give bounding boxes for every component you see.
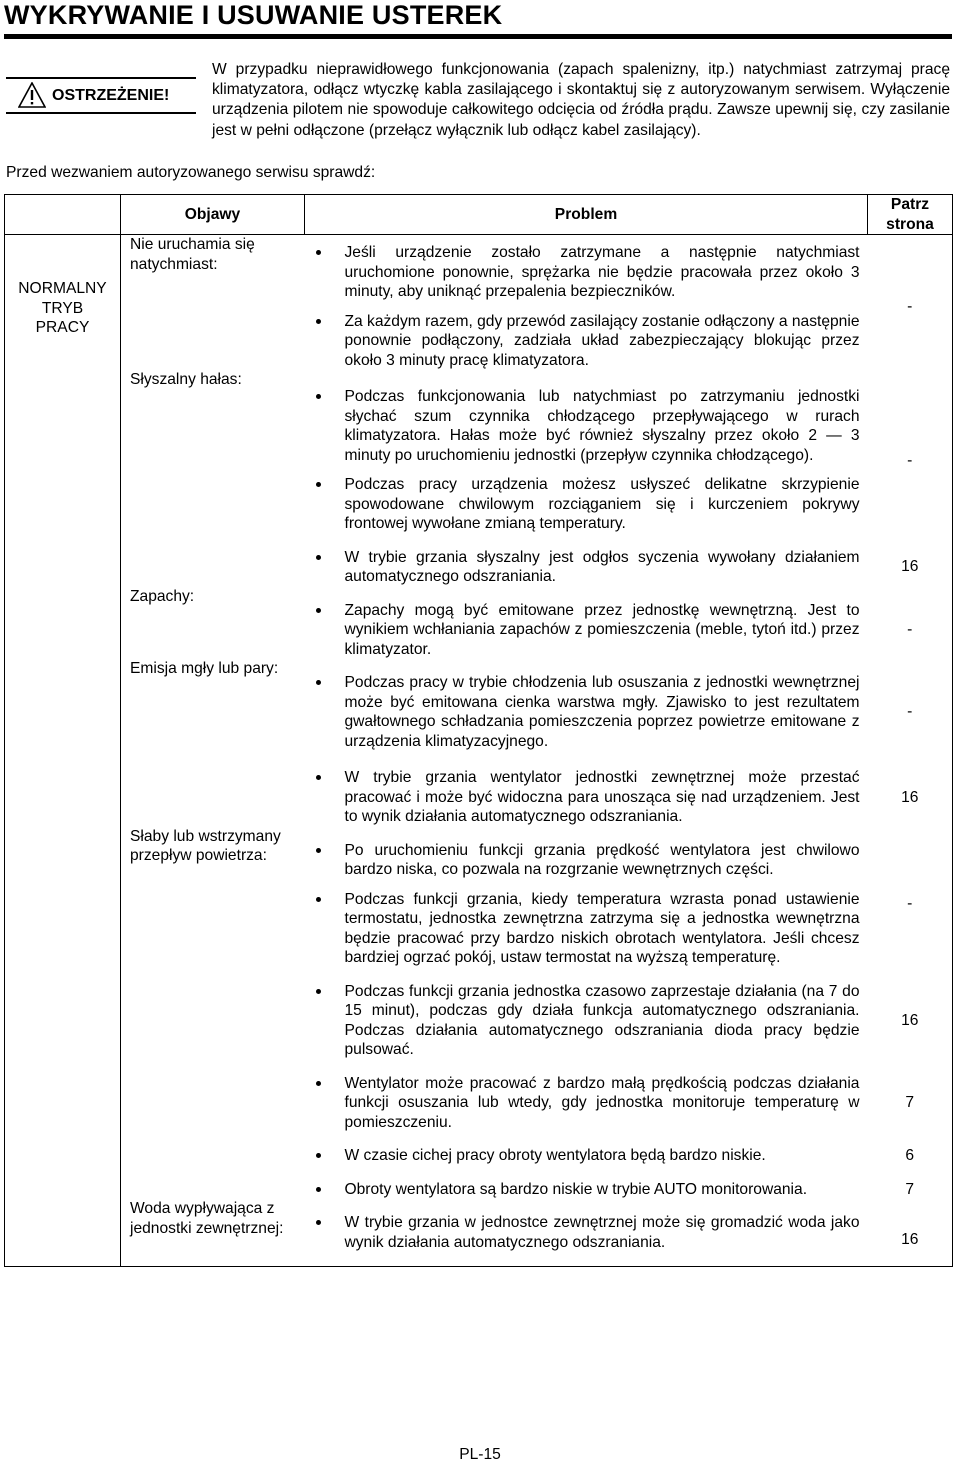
problem-text: Jeśli urządzenie zostało zatrzymane a następnie natychmiast uruchomione ponownie, sprężarka nie będzie pracowała przez około 3 minuty, aby uniknąć przepalenia bezpieczników.	[344, 244, 860, 300]
intro-text: Przed wezwaniem autoryzowanego serwisu sprawdź:	[6, 164, 376, 181]
page-ref: -	[907, 621, 913, 638]
mode-cell	[5, 235, 121, 1267]
bullet-icon	[316, 1220, 321, 1225]
symptom-cell	[121, 1166, 305, 1200]
page-ref: -	[907, 451, 913, 469]
symptom-label: Woda wypływająca z jednostki zewnętrznej:	[130, 1200, 284, 1237]
page-ref-cell	[868, 751, 953, 827]
table-row	[5, 1166, 953, 1200]
problem-cell	[305, 751, 868, 827]
page-ref: 16	[901, 558, 919, 576]
symptom-cell	[121, 751, 305, 827]
bullet-icon	[316, 848, 321, 853]
problem-item	[305, 1146, 868, 1166]
symptom-label: Słyszalny hałas:	[130, 371, 242, 388]
problem-text: Podczas pracy w trybie chłodzenia lub osuszania z jednostki wewnętrznej może być emitowana cienka warstwa mgły. Zjawisko to jest rezultatem gwałtownego schładzania pomieszczenia poprzez powietrze emitowane z urządzenia klimatyzacyjnego.	[344, 674, 860, 750]
table-row	[5, 827, 953, 968]
problem-text: Za każdym razem, gdy przewód zasilający zostanie odłączony a następnie ponownie podłączony, zadziała układ zabezpieczający blokując przez około 3 minuty pracę klimatyzatora.	[344, 312, 860, 369]
header-symptoms: Objawy	[121, 195, 305, 235]
page-ref: -	[907, 895, 913, 913]
problem-cell	[305, 587, 868, 660]
problem-cell	[305, 235, 868, 371]
bullet-icon	[316, 1081, 321, 1086]
problem-text: W trybie grzania słyszalny jest odgłos syczenia wywołany działaniem automatycznego odszraniania.	[344, 548, 860, 585]
symptom-cell	[121, 235, 305, 371]
warning-text: W przypadku nieprawidłowego funkcjonowania (zapach spalenizny, itp.) natychmiast zatrzymaj pracę klimatyzatora, odłącz wtyczkę kabla zasilającego i skontaktuj się z autoryzowanym serwisem. Wyłączenie urządzenia pilotem nie spowoduje całkowitego odcięcia od źródła prądu. Zawsze upewnij się, czy zasilanie jest w pełni odłączone (przełącz wyłącznik lub odłącz kabel zasilający).	[212, 61, 950, 139]
problem-cell	[305, 1199, 868, 1267]
problem-text: W trybie grzania wentylator jednostki zewnętrznej może przestać pracować i może być widoczna para unosząca się nad urządzeniem. Jest to wynik działania automatycznego odszraniania.	[344, 769, 860, 825]
bullet-icon	[316, 897, 321, 902]
bullet-icon	[316, 319, 321, 324]
table-row	[5, 534, 953, 587]
warning-rule-bottom	[6, 112, 196, 114]
header-problem: Problem	[305, 195, 868, 235]
problem-text: Podczas pracy urządzenia możesz usłyszeć delikatne skrzypienie spowodowane chwilowym rozciąganiem się i kurczeniem pokrywy frontowej wywołane zmianą temperatury.	[344, 476, 860, 532]
warning-label: OSTRZEŻENIE!	[52, 87, 170, 104]
table-row	[5, 968, 953, 1060]
problem-cell	[305, 968, 868, 1060]
table-row	[5, 751, 953, 827]
problem-cell	[305, 1166, 868, 1200]
problem-item	[305, 673, 868, 751]
symptom-cell	[121, 1132, 305, 1166]
problem-cell	[305, 827, 868, 968]
header-corner-cell	[5, 195, 121, 235]
problem-cell	[305, 659, 868, 751]
page-ref-cell	[868, 1060, 953, 1133]
symptom-label: Słaby lub wstrzymany przepływ powietrza:	[130, 827, 281, 864]
problem-item	[305, 548, 868, 587]
problem-item	[305, 387, 868, 465]
page-ref-cell	[868, 370, 953, 534]
title-divider	[4, 34, 952, 39]
troubleshooting-table	[4, 194, 953, 1267]
problem-text: Zapachy mogą być emitowane przez jednostkę wewnętrzną. Jest to wynikiem wchłaniania zapachów z pomieszczenia (meble, tytoń itd.) przez klimatyzator.	[344, 601, 860, 658]
problem-item	[305, 475, 868, 534]
problem-text: Podczas funkcji grzania jednostka czasowo zaprzestaje działania (na 7 do 15 minut), podczas gdy działa funkcja automatycznego odszraniania. Podczas działania automatycznego odszraniania dioda pracy będzie pulsować.	[344, 982, 860, 1058]
symptom-cell	[121, 1060, 305, 1133]
page-ref: 16	[901, 788, 919, 806]
problem-cell	[305, 1060, 868, 1133]
problem-text: Wentylator może pracować z bardzo małą prędkością podczas działania funkcji osuszania lub wtedy, gdy jednostka monitoruje temperaturę w pomieszczeniu.	[344, 1074, 860, 1131]
symptom-label: Nie uruchamia się natychmiast:	[130, 236, 255, 273]
page-ref-cell	[868, 1132, 953, 1166]
page-footer: PL-15	[459, 1446, 501, 1463]
warning-rule-top	[6, 77, 196, 79]
bullet-icon	[316, 250, 321, 255]
page-ref: 16	[901, 1230, 919, 1248]
mode-label: NORMALNY TRYB PRACY	[18, 280, 107, 336]
problem-item	[305, 1213, 868, 1252]
warning-triangle-icon	[18, 82, 46, 108]
problem-item	[305, 982, 868, 1060]
symptom-cell	[121, 1199, 305, 1267]
page-ref-cell	[868, 968, 953, 1060]
bullet-icon	[316, 608, 321, 613]
table-row	[5, 1199, 953, 1267]
symptom-cell	[121, 370, 305, 534]
problem-text: Podczas funkcjonowania lub natychmiast po zatrzymaniu jednostki słychać szum czynnika chłodzącego przepływającego w rurach klimatyzatora. Hałas może być również słyszalny przez około 2 — 3 minuty po uruchomieniu jednostki (przepływ czynnika chłodzącego).	[344, 388, 860, 464]
bullet-icon	[316, 989, 321, 994]
symptom-label: Zapachy:	[130, 587, 195, 605]
problem-text: W czasie cichej pracy obroty wentylatora będą bardzo niskie.	[344, 1147, 766, 1164]
bullet-icon	[316, 1187, 321, 1192]
bullet-icon	[316, 394, 321, 399]
problem-item	[305, 601, 868, 660]
table-row	[5, 1060, 953, 1133]
page-ref-cell	[868, 587, 953, 660]
table-body	[5, 235, 953, 1267]
table-header-row	[5, 195, 953, 235]
symptom-cell	[121, 534, 305, 587]
table-row	[5, 370, 953, 534]
page-ref: 6	[905, 1147, 915, 1164]
problem-text: Podczas funkcji grzania, kiedy temperatura wzrasta ponad ustawienie termostatu, jednostka zewnętrzna zatrzyma się a jednostka wewnętrzna będzie pracować przy bardzo niskich obrotach wentylatora. Jeśli chcesz bardziej ogrzać pokój, ustaw termostat na wyższą temperaturę.	[344, 890, 860, 966]
bullet-icon	[316, 1153, 321, 1158]
page-ref: -	[907, 297, 913, 315]
problem-cell	[305, 370, 868, 534]
problem-text: Po uruchomieniu funkcji grzania prędkość wentylatora jest chwilowo bardzo niska, co pozwala na rozgrzanie wewnętrznych części.	[344, 841, 860, 878]
problem-text: W trybie grzania w jednostce zewnętrznej może się gromadzić woda jako wynik działania automatycznego odszraniania.	[344, 1214, 860, 1251]
problem-cell	[305, 534, 868, 587]
symptom-cell	[121, 827, 305, 968]
page-ref-cell	[868, 235, 953, 371]
page-ref-cell	[868, 827, 953, 968]
page-ref: 16	[901, 1011, 919, 1029]
problem-item	[305, 243, 868, 302]
page-ref-cell	[868, 659, 953, 751]
problem-item	[305, 312, 868, 371]
symptom-cell	[121, 968, 305, 1060]
symptom-label: Emisja mgły lub pary:	[130, 660, 279, 677]
problem-item	[305, 890, 868, 968]
page-ref: -	[907, 703, 913, 721]
header-page: Patrz strona	[868, 195, 953, 235]
warning-label-box	[6, 77, 196, 114]
problem-item	[305, 841, 868, 880]
page-ref: 7	[905, 1094, 915, 1111]
table-row	[5, 235, 953, 371]
table-row	[5, 1132, 953, 1166]
symptom-cell	[121, 587, 305, 660]
problem-item	[305, 1180, 868, 1200]
page-ref-cell	[868, 534, 953, 587]
symptom-cell	[121, 659, 305, 751]
page-ref-cell	[868, 1166, 953, 1200]
table-row	[5, 659, 953, 751]
page-title: WYKRYWANIE I USUWANIE USTEREK	[4, 0, 503, 30]
table-row	[5, 587, 953, 660]
problem-item	[305, 768, 868, 827]
bullet-icon	[316, 555, 321, 560]
page-ref: 7	[905, 1180, 915, 1198]
problem-text: Obroty wentylatora są bardzo niskie w trybie AUTO monitorowania.	[344, 1180, 808, 1198]
problem-cell	[305, 1132, 868, 1166]
bullet-icon	[316, 775, 321, 780]
bullet-icon	[316, 680, 321, 685]
problem-item	[305, 1074, 868, 1133]
page-ref-cell	[868, 1199, 953, 1267]
bullet-icon	[316, 482, 321, 487]
